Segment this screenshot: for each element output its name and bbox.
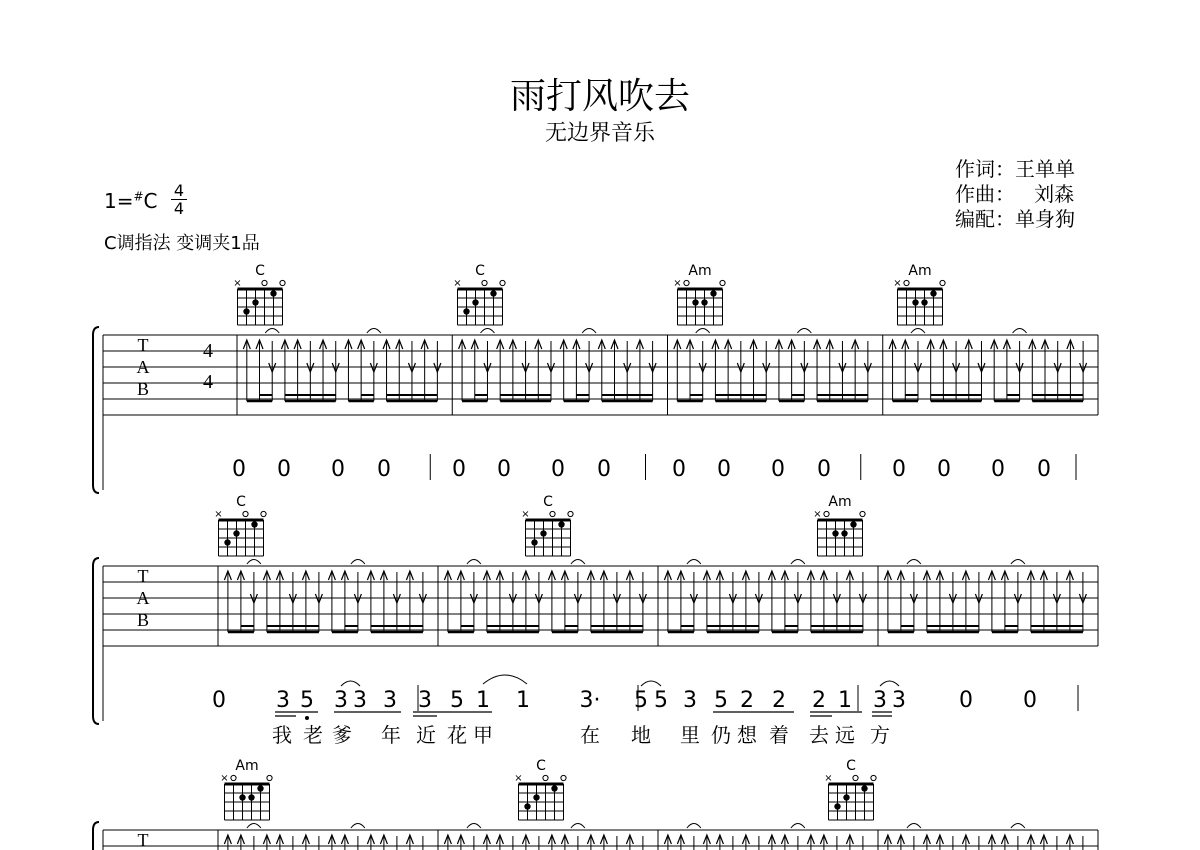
tie-arc — [911, 329, 925, 334]
chord-finger-dot — [850, 521, 856, 527]
chord-open-string — [904, 280, 909, 285]
chord-muted-string: × — [673, 278, 682, 289]
key-prefix: 1= — [104, 189, 134, 213]
chord-nut — [829, 783, 874, 786]
chord-name: C — [255, 263, 265, 279]
tie-arc — [571, 824, 585, 829]
chord-nut — [225, 783, 270, 786]
chord-finger-dot — [912, 299, 918, 305]
jianpu-note: 5 — [300, 688, 314, 713]
chord-finger-dot — [531, 539, 537, 545]
jianpu-tie — [483, 675, 527, 684]
chord-nut — [526, 519, 571, 522]
chord-name: C — [475, 263, 485, 279]
lyric-syllable: 近 — [416, 723, 436, 747]
lyric-syllable: 远 — [835, 723, 855, 747]
tie-arc — [265, 329, 279, 334]
tab-letter-b: B — [136, 610, 150, 630]
jianpu-note: 2 — [812, 688, 826, 713]
tie-arc — [907, 824, 921, 829]
chord-open-string — [853, 775, 858, 780]
jianpu-low-dot — [305, 716, 309, 720]
chord-finger-dot — [710, 290, 716, 296]
chord-finger-dot — [930, 290, 936, 296]
jianpu-note: 1 — [838, 688, 852, 713]
tie-arc — [367, 329, 381, 334]
chord-nut — [238, 288, 283, 291]
chord-finger-dot — [239, 794, 245, 800]
chord-open-string — [684, 280, 689, 285]
chord-nut — [219, 519, 264, 522]
chord-finger-dot — [701, 299, 707, 305]
arranger-credit: 编配：单身狗 — [955, 207, 1075, 231]
tab-system — [93, 822, 1098, 850]
tie-arc — [907, 560, 921, 565]
key-note: C — [143, 189, 158, 213]
chord-name: Am — [235, 758, 259, 774]
tie-arc — [791, 560, 805, 565]
tie-arc — [582, 329, 596, 334]
tie-arc — [247, 560, 261, 565]
chord-open-string — [500, 280, 505, 285]
chord-finger-dot — [843, 794, 849, 800]
jianpu-note: 0 — [212, 688, 226, 713]
lyric-syllable: 里 — [680, 723, 700, 747]
tab-time-bottom: 4 — [203, 371, 213, 393]
jianpu-note: 3 — [276, 688, 290, 713]
time-signature-bottom: 4 — [171, 199, 187, 217]
chord-open-string — [720, 280, 725, 285]
chord-open-string — [561, 775, 566, 780]
chord-finger-dot — [472, 299, 478, 305]
chord-finger-dot — [224, 539, 230, 545]
chord-finger-dot — [921, 299, 927, 305]
jianpu-note: 3 — [418, 688, 432, 713]
chord-finger-dot — [551, 785, 557, 791]
chord-open-string — [243, 511, 248, 516]
tie-arc — [1011, 824, 1025, 829]
chord-finger-dot — [540, 530, 546, 536]
chord-open-string — [871, 775, 876, 780]
tie-arc — [687, 560, 701, 565]
chord-finger-dot — [243, 308, 249, 314]
chord-finger-dot — [861, 785, 867, 791]
chord-diagram-c — [214, 494, 266, 556]
chord-finger-dot — [524, 803, 530, 809]
chord-finger-dot — [841, 530, 847, 536]
jianpu-note: 2 — [740, 688, 754, 713]
chord-finger-dot — [490, 290, 496, 296]
jianpu-note: 5 — [654, 688, 668, 713]
chord-finger-dot — [270, 290, 276, 296]
jianpu-note: 0 — [497, 457, 511, 482]
chord-muted-string: × — [893, 278, 902, 289]
chord-open-string — [280, 280, 285, 285]
chord-name: Am — [688, 263, 712, 279]
chord-open-string — [568, 511, 573, 516]
chord-diagram-c — [233, 263, 285, 325]
jianpu-note: 0 — [232, 457, 246, 482]
chord-open-string — [550, 511, 555, 516]
system-bracket — [93, 327, 99, 493]
chord-open-string — [261, 511, 266, 516]
jianpu-tie — [341, 681, 360, 686]
sharp-symbol: # — [133, 189, 144, 204]
lyric-syllable: 年 — [381, 723, 401, 747]
chord-open-string — [860, 511, 865, 516]
tie-arc — [1011, 560, 1025, 565]
chord-diagram-c — [514, 758, 566, 820]
tie-arc — [696, 329, 710, 334]
chord-diagram-c — [453, 263, 505, 325]
chord-diagram-am — [673, 263, 725, 325]
lyric-syllable: 方 — [870, 723, 890, 747]
chord-name: C — [543, 494, 553, 510]
chord-muted-string: × — [521, 509, 530, 520]
jianpu-note: 0 — [1023, 688, 1037, 713]
jianpu-note: 0 — [377, 457, 391, 482]
tab-letter-t: T — [137, 335, 149, 355]
chord-diagram-am — [893, 263, 945, 325]
jianpu-note: 0 — [597, 457, 611, 482]
tie-arc — [797, 329, 811, 334]
chord-diagram-c — [824, 758, 876, 820]
jianpu-note: 3 — [892, 688, 906, 713]
jianpu-note: 0 — [551, 457, 565, 482]
system-bracket — [93, 822, 99, 850]
lyric-syllable: 去 — [809, 723, 829, 747]
jianpu-note: 0 — [991, 457, 1005, 482]
jianpu-note: 0 — [1037, 457, 1051, 482]
lyric-syllable: 我 — [272, 723, 292, 747]
chord-name: Am — [908, 263, 932, 279]
chord-nut — [818, 519, 863, 522]
tab-letter-a: A — [136, 588, 150, 608]
jianpu-note: 3· — [579, 688, 601, 713]
chord-finger-dot — [463, 308, 469, 314]
lyric-syllable: 着 — [769, 723, 789, 747]
jianpu-note: 0 — [817, 457, 831, 482]
chord-muted-string: × — [813, 509, 822, 520]
jianpu-note: 0 — [892, 457, 906, 482]
lyric-syllable: 地 — [631, 723, 651, 747]
jianpu-tie — [880, 681, 899, 686]
chord-diagram-am — [813, 494, 865, 556]
song-subtitle: 无边界音乐 — [544, 121, 655, 146]
tie-arc — [247, 824, 261, 829]
chord-name: C — [236, 494, 246, 510]
chord-name: C — [846, 758, 856, 774]
chord-open-string — [231, 775, 236, 780]
song-title: 雨打风吹去 — [509, 76, 690, 117]
jianpu-tie — [641, 681, 661, 686]
chord-nut — [678, 288, 723, 291]
chord-open-string — [824, 511, 829, 516]
chord-finger-dot — [832, 530, 838, 536]
jianpu-note: 5 — [634, 688, 648, 713]
chord-finger-dot — [834, 803, 840, 809]
chord-muted-string: × — [220, 773, 229, 784]
chord-finger-dot — [692, 299, 698, 305]
jianpu-note: 5 — [450, 688, 464, 713]
chord-diagram-c — [521, 494, 573, 556]
tab-time-top: 4 — [203, 340, 213, 362]
tie-arc — [571, 560, 585, 565]
tab-letter-b: B — [136, 379, 150, 399]
lyricist-credit: 作词：王单单 — [955, 157, 1075, 181]
tie-arc — [351, 560, 365, 565]
chord-open-string — [482, 280, 487, 285]
chord-finger-dot — [251, 521, 257, 527]
jianpu-note: 5 — [714, 688, 728, 713]
chord-muted-string: × — [453, 278, 462, 289]
chord-muted-string: × — [233, 278, 242, 289]
chord-name: C — [536, 758, 546, 774]
system-bracket — [93, 558, 99, 724]
jianpu-note: 1 — [476, 688, 490, 713]
jianpu-note: 0 — [277, 457, 291, 482]
lyric-syllable: 爹 — [332, 723, 352, 747]
jianpu-note: 3 — [334, 688, 348, 713]
lyric-syllable: 想 — [737, 723, 757, 747]
chord-finger-dot — [257, 785, 263, 791]
chord-nut — [458, 288, 503, 291]
chord-finger-dot — [533, 794, 539, 800]
tab-letter-a: A — [136, 357, 150, 377]
chord-muted-string: × — [824, 773, 833, 784]
chord-finger-dot — [233, 530, 239, 536]
tie-arc — [687, 824, 701, 829]
tie-arc — [791, 824, 805, 829]
jianpu-note: 3 — [353, 688, 367, 713]
chord-open-string — [262, 280, 267, 285]
tie-arc — [480, 329, 494, 334]
chord-open-string — [267, 775, 272, 780]
chord-open-string — [543, 775, 548, 780]
tie-arc — [1013, 329, 1027, 334]
jianpu-note: 3 — [873, 688, 887, 713]
composer-credit: 作曲： 刘森 — [955, 182, 1075, 206]
jianpu-note: 3 — [683, 688, 697, 713]
lyric-syllable: 甲 — [473, 723, 493, 747]
tab-letter-t: T — [137, 566, 149, 586]
capo-tuning-note: C调指法 变调夹1品 — [104, 233, 260, 254]
lyric-syllable: 仍 — [711, 723, 731, 747]
tab-letter-t: T — [137, 830, 149, 850]
chord-muted-string: × — [514, 773, 523, 784]
chord-muted-string: × — [214, 509, 223, 520]
jianpu-note: 1 — [516, 688, 530, 713]
time-signature-top: 4 — [173, 181, 185, 200]
jianpu-note: 3 — [383, 688, 397, 713]
tie-arc — [467, 824, 481, 829]
lyric-syllable: 在 — [580, 723, 600, 747]
jianpu-note: 0 — [331, 457, 345, 482]
chord-finger-dot — [252, 299, 258, 305]
chord-open-string — [940, 280, 945, 285]
tie-arc — [467, 560, 481, 565]
tie-arc — [351, 824, 365, 829]
jianpu-note: 0 — [717, 457, 731, 482]
jianpu-note: 0 — [672, 457, 686, 482]
chord-nut — [519, 783, 564, 786]
jianpu-note: 0 — [771, 457, 785, 482]
chord-nut — [898, 288, 943, 291]
chord-name: Am — [828, 494, 852, 510]
lyric-syllable: 花 — [447, 723, 467, 747]
chord-finger-dot — [558, 521, 564, 527]
jianpu-note: 0 — [959, 688, 973, 713]
jianpu-note: 0 — [937, 457, 951, 482]
jianpu-note: 0 — [452, 457, 466, 482]
lyric-syllable: 老 — [303, 723, 323, 747]
chord-finger-dot — [248, 794, 254, 800]
jianpu-note: 2 — [772, 688, 786, 713]
chord-diagram-am — [220, 758, 272, 820]
